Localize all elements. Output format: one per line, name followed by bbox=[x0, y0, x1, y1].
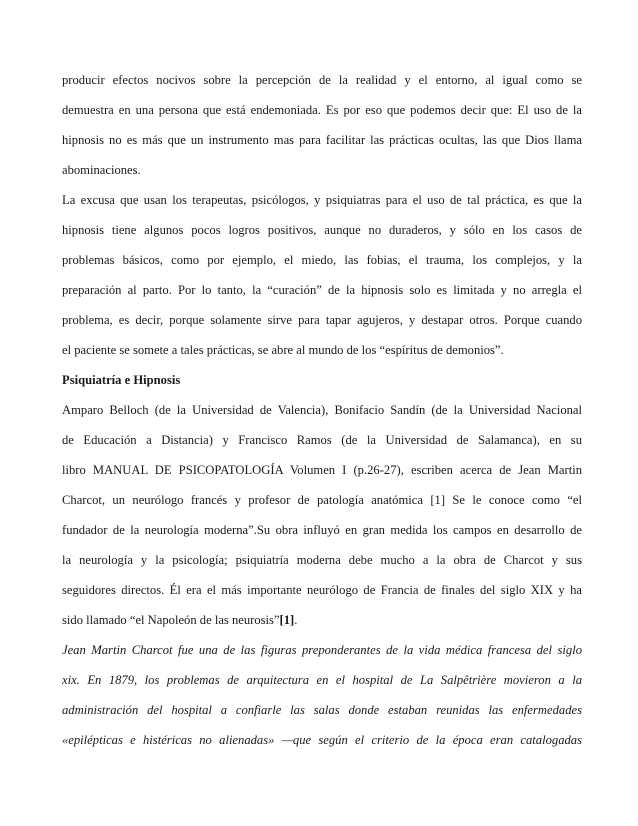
text-line: de Educación a Distancia) y Francisco Ramos (de la Universidad de Salamanca), en su bbox=[62, 433, 582, 447]
text-line: abominaciones. bbox=[62, 163, 141, 177]
text-line: Amparo Belloch (de la Universidad de Valencia), Bonifacio Sandín (de la Universidad Nacional bbox=[62, 403, 582, 417]
quote-line: administración del hospital a confiarle las salas donde estaban reunidas las enfermedades bbox=[62, 703, 582, 717]
text-line: problema, es decir, porque solamente sirve para tapar agujeros, y destapar otros. Porque cuando bbox=[62, 313, 582, 327]
text-line bbox=[62, 612, 582, 642]
reference-link[interactable]: [1] bbox=[279, 613, 295, 627]
text-line: la neurología y la psicología; psiquiatría moderna debe mucho a la obra de Charcot y sus bbox=[62, 553, 582, 567]
text-segment: . bbox=[294, 613, 298, 627]
text-line: La excusa que usan los terapeutas, psicólogos, y psiquiatras para el uso de tal práctica, es que la bbox=[62, 193, 582, 207]
quote-line: Jean Martin Charcot fue una de las figuras preponderantes de la vida médica francesa del siglo bbox=[62, 643, 582, 657]
text-line: demuestra en una persona que está endemoniada. Es por eso que podemos decir que: El uso de la bbox=[62, 103, 582, 117]
text-line: el paciente se somete a tales prácticas, se abre al mundo de los “espíritus de demonios”. bbox=[62, 343, 504, 357]
text-line: preparación al parto. Por lo tanto, la “curación” de la hipnosis solo es limitada y no arregla el bbox=[62, 283, 582, 297]
quote-line: xix. En 1879, los problemas de arquitectura en el hospital de La Salpêtrière movieron a la bbox=[62, 673, 582, 687]
document-body bbox=[62, 72, 582, 762]
text-segment: sido llamado “el Napoleón de las neurosis” bbox=[62, 613, 280, 627]
text-line: seguidores directos. Él era el más importante neurólogo de Francia de finales del siglo XIX y ha bbox=[62, 583, 582, 597]
text-line: hipnosis no es más que un instrumento mas para facilitar las prácticas ocultas, las que Dios llama bbox=[62, 133, 582, 147]
section-heading: Psiquiatría e Hipnosis bbox=[62, 373, 181, 387]
quote-line: «epilépticas e histéricas no alienadas» —que según el criterio de la época eran catalogadas bbox=[62, 733, 582, 747]
text-line: producir efectos nocivos sobre la percepción de la realidad y el entorno, al igual como se bbox=[62, 73, 582, 87]
text-line: Charcot, un neurólogo francés y profesor de patología anatómica [1] Se le conoce como “el bbox=[62, 493, 582, 507]
text-line: hipnosis tiene algunos pocos logros positivos, aunque no duraderos, y sólo en los casos de bbox=[62, 223, 582, 237]
text-line: problemas básicos, como por ejemplo, el miedo, las fobias, el trauma, los complejos, y la bbox=[62, 253, 582, 267]
text-line: fundador de la neurología moderna”.Su obra influyó en gran medida los campos en desarrollo de bbox=[62, 523, 582, 537]
text-line: libro MANUAL DE PSICOPATOLOGÍA Volumen I (p.26-27), escriben acerca de Jean Martin bbox=[62, 463, 582, 477]
